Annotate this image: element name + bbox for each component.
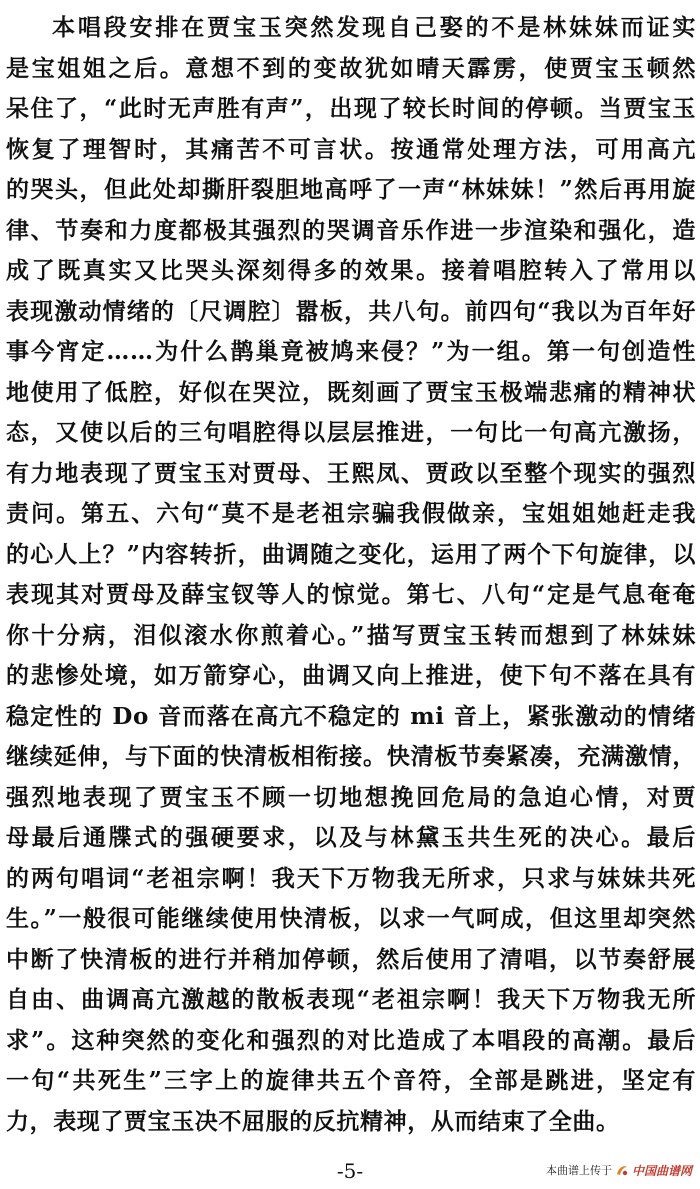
text-line: 稳定性的 Do 音而落在高亢不稳定的 mi 音上，紧张激动的情绪 <box>6 702 696 730</box>
text-line: 的心人上？”内容转折，曲调随之变化，运用了两个下句旋律，以 <box>6 540 696 568</box>
text-line: 事今宵定……为什么鹊巢竟被鸠来侵？”为一组。第一句创造性 <box>6 338 696 365</box>
text-line: 表现其对贾母及薛宝钗等人的惊觉。第七、八句“定是气息奄奄 <box>6 581 696 608</box>
watermark-site-name: 中国曲谱网 <box>631 1164 692 1178</box>
text-line: 自由、曲调高亢激越的散板表现“老祖宗啊！我天下万物我无所 <box>6 986 696 1013</box>
text-line: 求”。这种突然的变化和强烈的对比造成了本唱段的高潮。最后 <box>6 1026 696 1054</box>
text-line: 态，又使以后的三句唱腔得以层层推进，一句比一句高亢激扬， <box>6 419 696 446</box>
text-line: 地使用了低腔，好似在哭泣，既刻画了贾宝玉极端悲痛的精神状 <box>6 378 696 406</box>
watermark-caption: 本曲谱上传于 <box>545 1164 612 1177</box>
page-number: -5- <box>336 1159 364 1183</box>
body-text <box>6 8 696 1142</box>
text-line: 责问。第五、六句“莫不是老祖宗骗我假做亲，宝姐姐她赶走我 <box>6 500 696 527</box>
text-line: 你十分病，泪似滚水你煎着心。”描写贾宝玉转而想到了林妹妹 <box>6 621 696 649</box>
text-line: 的哭头，但此处却撕肝裂胆地高呼了一声“林妹妹！”然后再用旋 <box>6 176 696 203</box>
text-line: 的悲惨处境，如万箭穿心，曲调又向上推进，使下句不落在具有 <box>6 662 696 689</box>
text-line: 律、节奏和力度都极其强烈的哭调音乐作进一步渲染和强化，造 <box>6 216 696 244</box>
text-line: 表现激动情绪的〔尺调腔〕嚣板，共八句。前四句“我以为百年好 <box>6 297 696 325</box>
text-line: 母最后通牒式的强硬要求，以及与林黛玉共生死的决心。最后 <box>6 824 696 851</box>
text-line: 力，表现了贾宝玉决不屈服的反抗精神，从而结束了全曲。 <box>6 1107 620 1135</box>
text-line: 是宝姐姐之后。意想不到的变故犹如晴天霹雳，使贾宝玉顿然 <box>6 54 696 82</box>
text-line: 中断了快清板的进行并稍加停顿，然后使用了清唱，以节奏舒展 <box>6 945 696 973</box>
text-line: 一句“共死生”三字上的旋律共五个音符，全部是跳进，坚定有 <box>6 1067 696 1094</box>
text-line: 有力地表现了贾宝玉对贾母、王熙凤、贾政以至整个现实的强烈 <box>6 459 696 487</box>
text-line: 强烈地表现了贾宝玉不顾一切地想挽回危局的急迫心情，对贾 <box>6 783 696 811</box>
text-line: 继续延伸，与下面的快清板相衔接。快清板节奏紧凑，充满激情， <box>6 743 696 770</box>
text-line: 呆住了，“此时无声胜有声”，出现了较长时间的停顿。当贾宝玉 <box>6 95 696 122</box>
orange-swoosh-logo-icon <box>615 1164 629 1178</box>
text-line: 本唱段安排在贾宝玉突然发现自己娶的不是林妹妹而证实 <box>52 14 696 41</box>
site-watermark[interactable] <box>546 1163 692 1179</box>
text-line: 的两句唱词“老祖宗啊！我天下万物我无所求，只求与妹妹共死 <box>6 864 696 892</box>
text-line: 成了既真实又比哭头深刻得多的效果。接着唱腔转入了常用以 <box>6 257 696 284</box>
text-line: 生。”一般很可能继续使用快清板，以求一气呵成，但这里却突然 <box>6 905 696 932</box>
text-line: 恢复了理智时，其痛苦不可言状。按通常处理方法，可用高亢 <box>6 135 696 163</box>
